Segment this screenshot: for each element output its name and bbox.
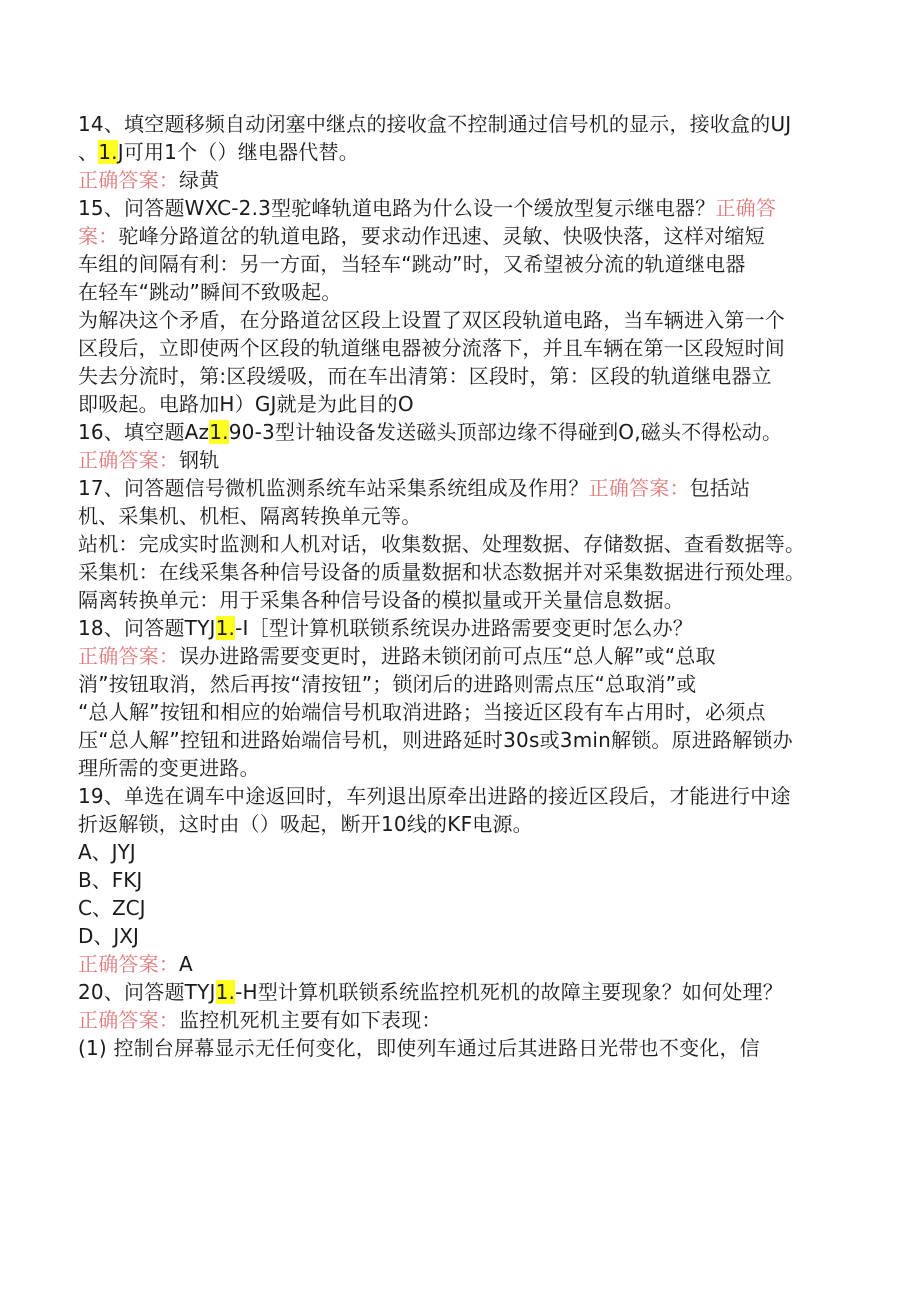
q17-text: 17、问答题信号微机监测系统车站采集系统组成及作用？ xyxy=(78,476,589,500)
q18-line-2 xyxy=(78,642,848,670)
answer-label: 正确答案： xyxy=(78,644,179,668)
q14-text: J可用1个（）继电器代替。 xyxy=(117,140,359,164)
q15-text: 15、问答题WXC-2.3型驼峰轨道电路为什么设一个缓放型复示继电器？ xyxy=(78,196,716,220)
answer-value: 监控机死机主要有如下表现： xyxy=(179,1008,442,1032)
highlighted-text: 1. xyxy=(98,140,118,164)
q16-line-1 xyxy=(78,418,848,446)
q19-answer-line xyxy=(78,950,848,978)
q14-text: 、 xyxy=(78,140,99,164)
q15-line-8: 即吸起。电路加H）GJ就是为此目的O xyxy=(78,392,414,416)
q18-line-3: 消”按钮取消，然后再按“清按钮”；锁闭后的进路则需点压“总取消”或 xyxy=(78,672,697,696)
q19-line-2: 折返解锁，这时由（）吸起，断开10线的KF电源。 xyxy=(78,812,533,836)
q14-line-2 xyxy=(78,138,848,166)
q16-text: 90-3型计轴设备发送磁头顶部边缘不得碰到O,磁头不得松动。 xyxy=(228,420,783,444)
q15-line-7: 失去分流时，第:区段缓吸，而在车出清第：区段时，第：区段的轨道继电器立 xyxy=(78,364,772,388)
q17-line-3: 站机：完成实时监测和人机对话，收集数据、处理数据、存储数据、查看数据等。 xyxy=(78,532,806,556)
q15-line-5: 为解决这个矛盾，在分路道岔区段上设置了双区段轨道电路，当车辆进入第一个 xyxy=(78,308,785,332)
q20-line-1 xyxy=(78,978,848,1006)
answer-value: 驼峰分路道岔的轨道电路，要求动作迅速、灵敏、快吸快落，这样对缩短 xyxy=(118,224,765,248)
answer-value: 包括站 xyxy=(689,476,751,500)
q20-text: -H型计算机联锁系统监控机死机的故障主要现象？如何处理？ xyxy=(235,980,783,1004)
option-d: D、JXJ xyxy=(78,924,139,948)
q18-line-1 xyxy=(78,614,848,642)
answer-value: A xyxy=(179,952,193,976)
q14-answer-line xyxy=(78,166,848,194)
q18-line-6: 理所需的变更进路。 xyxy=(78,756,260,780)
q20-line-2 xyxy=(78,1006,848,1034)
answer-value: 绿黄 xyxy=(179,168,220,192)
answer-value: 误办进路需要变更时，进路未锁闭前可点压“总人解”或“总取 xyxy=(179,644,716,668)
q16-answer-line xyxy=(78,446,848,474)
option-a: A、JYJ xyxy=(78,840,136,864)
q15-line-1 xyxy=(78,194,848,222)
answer-label: 正确答案： xyxy=(78,448,179,472)
option-c: C、ZCJ xyxy=(78,896,146,920)
q15-line-3: 车组的间隔有利：另一方面，当轻车“跳动”时，又希望被分流的轨道继电器 xyxy=(78,252,746,276)
answer-label: 正确答案： xyxy=(78,952,179,976)
q20-line-3: (1) 控制台屏幕显示无任何变化，即使列车通过后其进路日光带也不变化，信 xyxy=(78,1036,760,1060)
q14-line-1 xyxy=(78,110,848,138)
q16-text: 16、填空题Az xyxy=(78,420,210,444)
q17-line-5: 隔离转换单元：用于采集各种信号设备的模拟量或开关量信息数据。 xyxy=(78,588,684,612)
highlighted-text: 1. xyxy=(209,420,229,444)
q15-line-6: 区段后，立即使两个区段的轨道继电器被分流落下，并且车辆在第一区段短时间 xyxy=(78,336,785,360)
option-b: B、FKJ xyxy=(78,868,143,892)
q17-line-2: 机、采集机、机柜、隔离转换单元等。 xyxy=(78,504,422,528)
q15-line-4: 在轻车“跳动”瞬间不致吸起。 xyxy=(78,280,342,304)
q18-text: 18、问答题TYJ xyxy=(78,616,216,640)
q17-line-1 xyxy=(78,474,848,502)
q18-line-4: “总人解”按钮和相应的始端信号机取消进路；当接近区段有车占用时，必须点 xyxy=(78,700,766,724)
answer-label: 案： xyxy=(78,224,119,248)
q20-text: 20、问答题TYJ xyxy=(78,980,216,1004)
q15-line-2 xyxy=(78,222,848,250)
answer-label: 正确答案： xyxy=(78,168,179,192)
answer-label: 正确答案： xyxy=(588,476,690,500)
q19-line-1: 19、单选在调车中途返回时，车列退出原牵出进路的接近区段后，才能进行中途 xyxy=(78,784,791,808)
highlighted-text: 1. xyxy=(215,980,236,1004)
highlighted-text: 1. xyxy=(215,616,236,640)
document-page xyxy=(78,110,848,1062)
answer-label: 正确答案： xyxy=(78,1008,179,1032)
answer-label: 正确答 xyxy=(715,196,777,220)
answer-value: 钢轨 xyxy=(179,448,220,472)
q18-line-5: 压“总人解”控钮和进路始端信号机，则进路延时30s或3min解锁。原进路解锁办 xyxy=(78,728,793,752)
q17-line-4: 采集机：在线采集各种信号设备的质量数据和状态数据并对采集数据进行预处理。 xyxy=(78,560,806,584)
q18-text: -I［型计算机联锁系统误办进路需要变更时怎么办？ xyxy=(235,616,693,640)
q14-text: 14、填空题移频自动闭塞中继点的接收盒不控制通过信号机的显示，接收盒的UJ xyxy=(78,112,792,136)
